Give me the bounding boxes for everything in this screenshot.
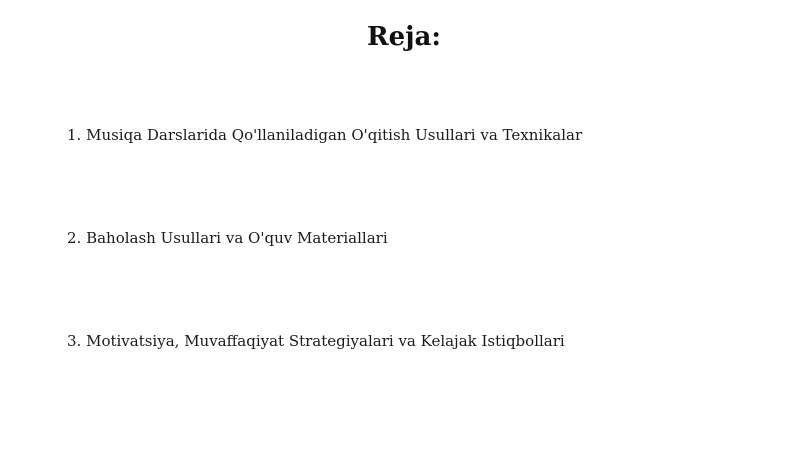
plan-item-2: 2. Baholash Usullari va O'quv Materiallari [67, 229, 388, 247]
plan-item-1: 1. Musiqa Darslarida Qo'llaniladigan O'qitish Usullari va Texnikalar [67, 126, 583, 144]
slide-title: Reja: [366, 22, 441, 52]
plan-item-3: 3. Motivatsiya, Muvaffaqiyat Strategiyalari va Kelajak Istiqbollari [67, 332, 565, 350]
